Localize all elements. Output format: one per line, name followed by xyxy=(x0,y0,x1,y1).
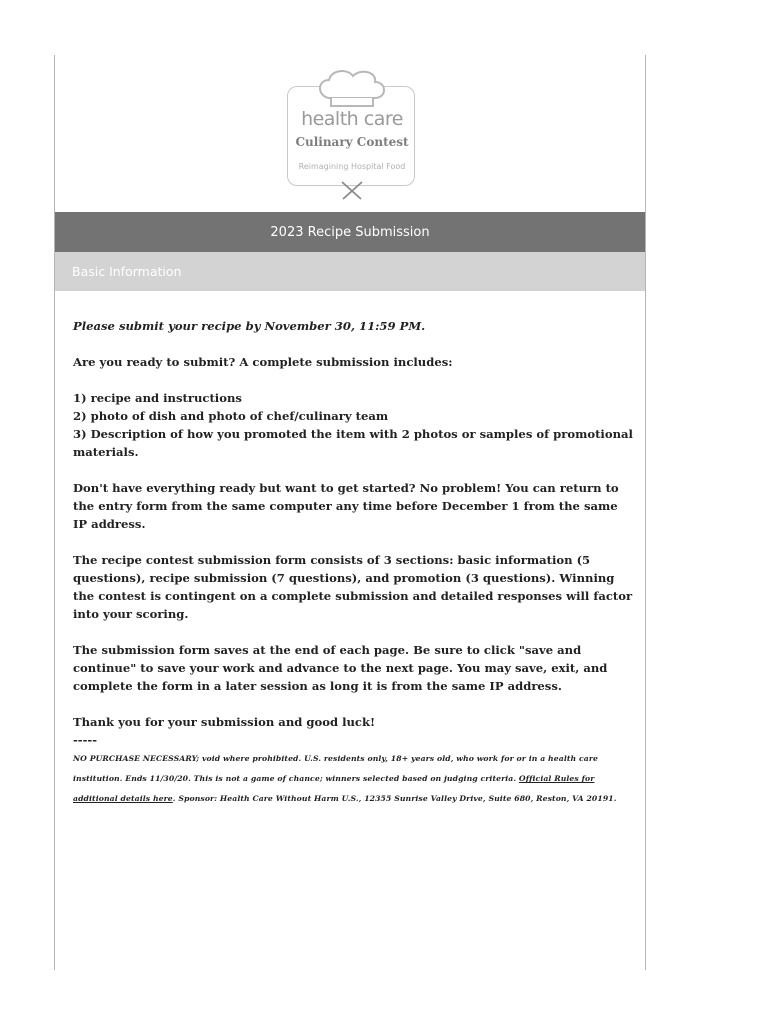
requirement-item-2: 2) photo of dish and photo of chef/culinary team xyxy=(73,409,389,423)
deadline-text: Please submit your recipe by November 30, 11:59 PM. xyxy=(73,319,426,333)
survey-title-banner xyxy=(55,212,645,252)
section-header xyxy=(55,252,645,291)
contest-logo xyxy=(285,68,419,200)
requirement-item-3: 3) Description of how you promoted the item with 2 photos or samples of promotional materials. xyxy=(73,427,633,459)
section-title: Basic Information xyxy=(72,264,182,279)
separator: ----- xyxy=(73,733,98,747)
fork-knife-icon xyxy=(339,180,365,200)
save-info-text: The submission form saves at the end of each page. Be sure to click "save and continue" to save your work and advance to the next page. You may save, exit, and complete the form in a later session as long it is from the same IP address. xyxy=(73,643,608,693)
logo-text-health-care: health care xyxy=(301,108,403,130)
intro-content xyxy=(73,317,633,809)
thanks-text: Thank you for your submission and good luck! xyxy=(73,715,376,729)
fine-print xyxy=(73,749,633,809)
fine-print-part-2: . Sponsor: Health Care Without Harm U.S., 12355 Sunrise Valley Drive, Suite 680, Reston, VA 20191. xyxy=(172,794,617,803)
not-ready-text: Don't have everything ready but want to get started? No problem! You can return to the entry form from the same computer any time before December 1 from the same IP address. xyxy=(73,481,619,531)
ready-question: Are you ready to submit? A complete submission includes: xyxy=(73,355,453,369)
form-sections-text: The recipe contest submission form consists of 3 sections: basic information (5 questions), recipe submission (7 questions), and promotion (3 questions). Winning the contest is contingent on a complete submission and detailed responses will factor into your scoring. xyxy=(73,553,633,621)
survey-title: 2023 Recipe Submission xyxy=(270,225,430,240)
official-rules-link[interactable]: Official Rules for additional details here xyxy=(73,774,595,803)
logo-tagline: Reimagining Hospital Food xyxy=(298,162,406,171)
logo-text-culinary-contest: Culinary Contest xyxy=(295,135,409,149)
survey-page xyxy=(54,55,646,970)
requirement-item-1: 1) recipe and instructions xyxy=(73,391,242,405)
chef-hat-icon xyxy=(311,68,393,108)
fine-print-part-1: NO PURCHASE NECESSARY; void where prohibited. U.S. residents only, 18+ years old, who work for or in a health care institution. Ends 11/30/20. This is not a game of chance; winners selected based on judging criteria. xyxy=(73,754,598,783)
